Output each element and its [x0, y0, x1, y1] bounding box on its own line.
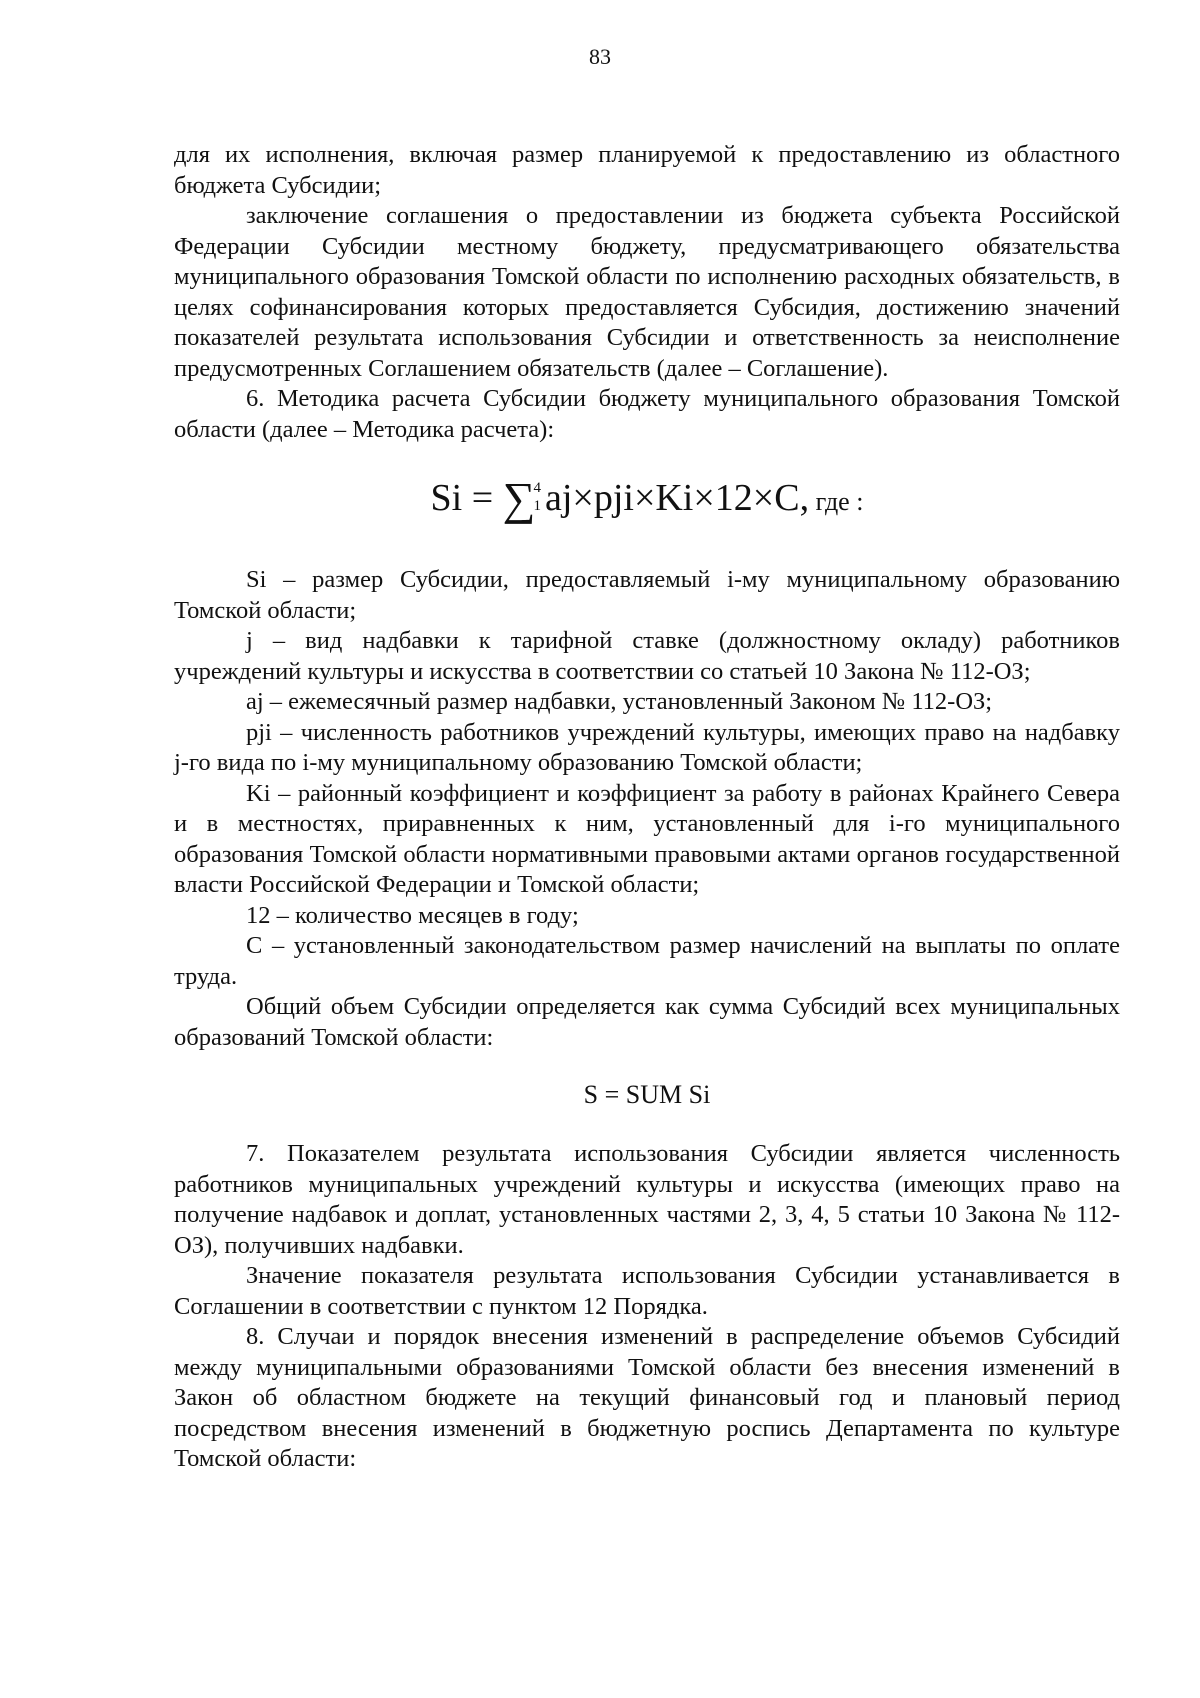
paragraph: заключение соглашения о предоставлении из бюджета субъекта Российской Федерации Субсидии местному бюджету, предусматривающего обязательства муниципального образования Томской области по исполнению расходных обязательств, в целях софинансирования которых предоставляется Субсидия, достижению значений показателей результата использования Субсидии и ответственность за неисполнение предусмотренных Соглашением обязательств (далее – Соглашение). [174, 202, 1120, 382]
document-body [174, 140, 1120, 1475]
paragraph: 6. Методика расчета Субсидии бюджету муниципального образования Томской области (далее – Методика расчета): [174, 385, 1120, 443]
paragraph: j – вид надбавки к тарифной ставке (должностному окладу) работников учреждений культуры и искусства в соответствии со статьей 10 Закона № 112-ОЗ; [174, 627, 1120, 685]
paragraph: Ki – районный коэффициент и коэффициент за работу в районах Крайнего Севера и в местностях, приравненных к ним, установленный для i-го муниципального образования Томской области нормативными правовыми актами органов государственной власти Российской Федерации и Томской области; [174, 779, 1120, 898]
page-number: 83 [589, 44, 611, 69]
paragraph: aj – ежемесячный размер надбавки, установленный Законом № 112-ОЗ; [246, 688, 993, 715]
paragraph: 12 – количество месяцев в году; [246, 901, 579, 929]
paragraph: Общий объем Субсидии определяется как сумма Субсидий всех муниципальных образований Томской области: [174, 993, 1120, 1051]
formula-where: где : [809, 487, 864, 516]
paragraph: C – установленный законодательством размер начислений на выплаты по оплате труда. [174, 932, 1120, 990]
total-formula: S = SUM Si [583, 1080, 711, 1109]
paragraph: 8. Случаи и порядок внесения изменений в распределение объемов Субсидий между муниципальными образованиями Томской области без внесения изменений в Закон об областном бюджете на текущий финансовый год и плановый период посредством внесения изменений в бюджетную роспись Департамента по культуре Томской области: [174, 1323, 1120, 1472]
paragraph: 7. Показателем результата использования Субсидии является численность работников муниципальных учреждений культуры и искусства (имеющих право на получение надбавок и доплат, установленных частями 2, 3, 4, 5 статьи 10 Закона № 112-ОЗ), получивших надбавки. [174, 1140, 1120, 1259]
paragraph: Si – размер Субсидии, предоставляемый i-му муниципальному образованию Томской области; [174, 566, 1120, 624]
sigma-symbol: ∑ [502, 473, 536, 524]
sum-lower-limit: 1 [533, 498, 541, 515]
sum-upper-limit: 4 [533, 480, 541, 497]
subsidy-formula [174, 471, 1120, 529]
formula-lhs: Si = [430, 477, 494, 519]
formula-expression: aj×pji×Ki×12×C, [544, 477, 810, 519]
paragraph: pji – численность работников учреждений культуры, имеющих право на надбавку j-го вида по i-му муниципальному образованию Томской области; [174, 718, 1120, 776]
sum-limits [533, 479, 541, 515]
paragraph: для их исполнения, включая размер планируемой к предоставлению из областного бюджета Субсидии; [174, 141, 1120, 199]
paragraph: Значение показателя результата использования Субсидии устанавливается в Соглашении в соответствии с пунктом 12 Порядка. [174, 1262, 1120, 1320]
